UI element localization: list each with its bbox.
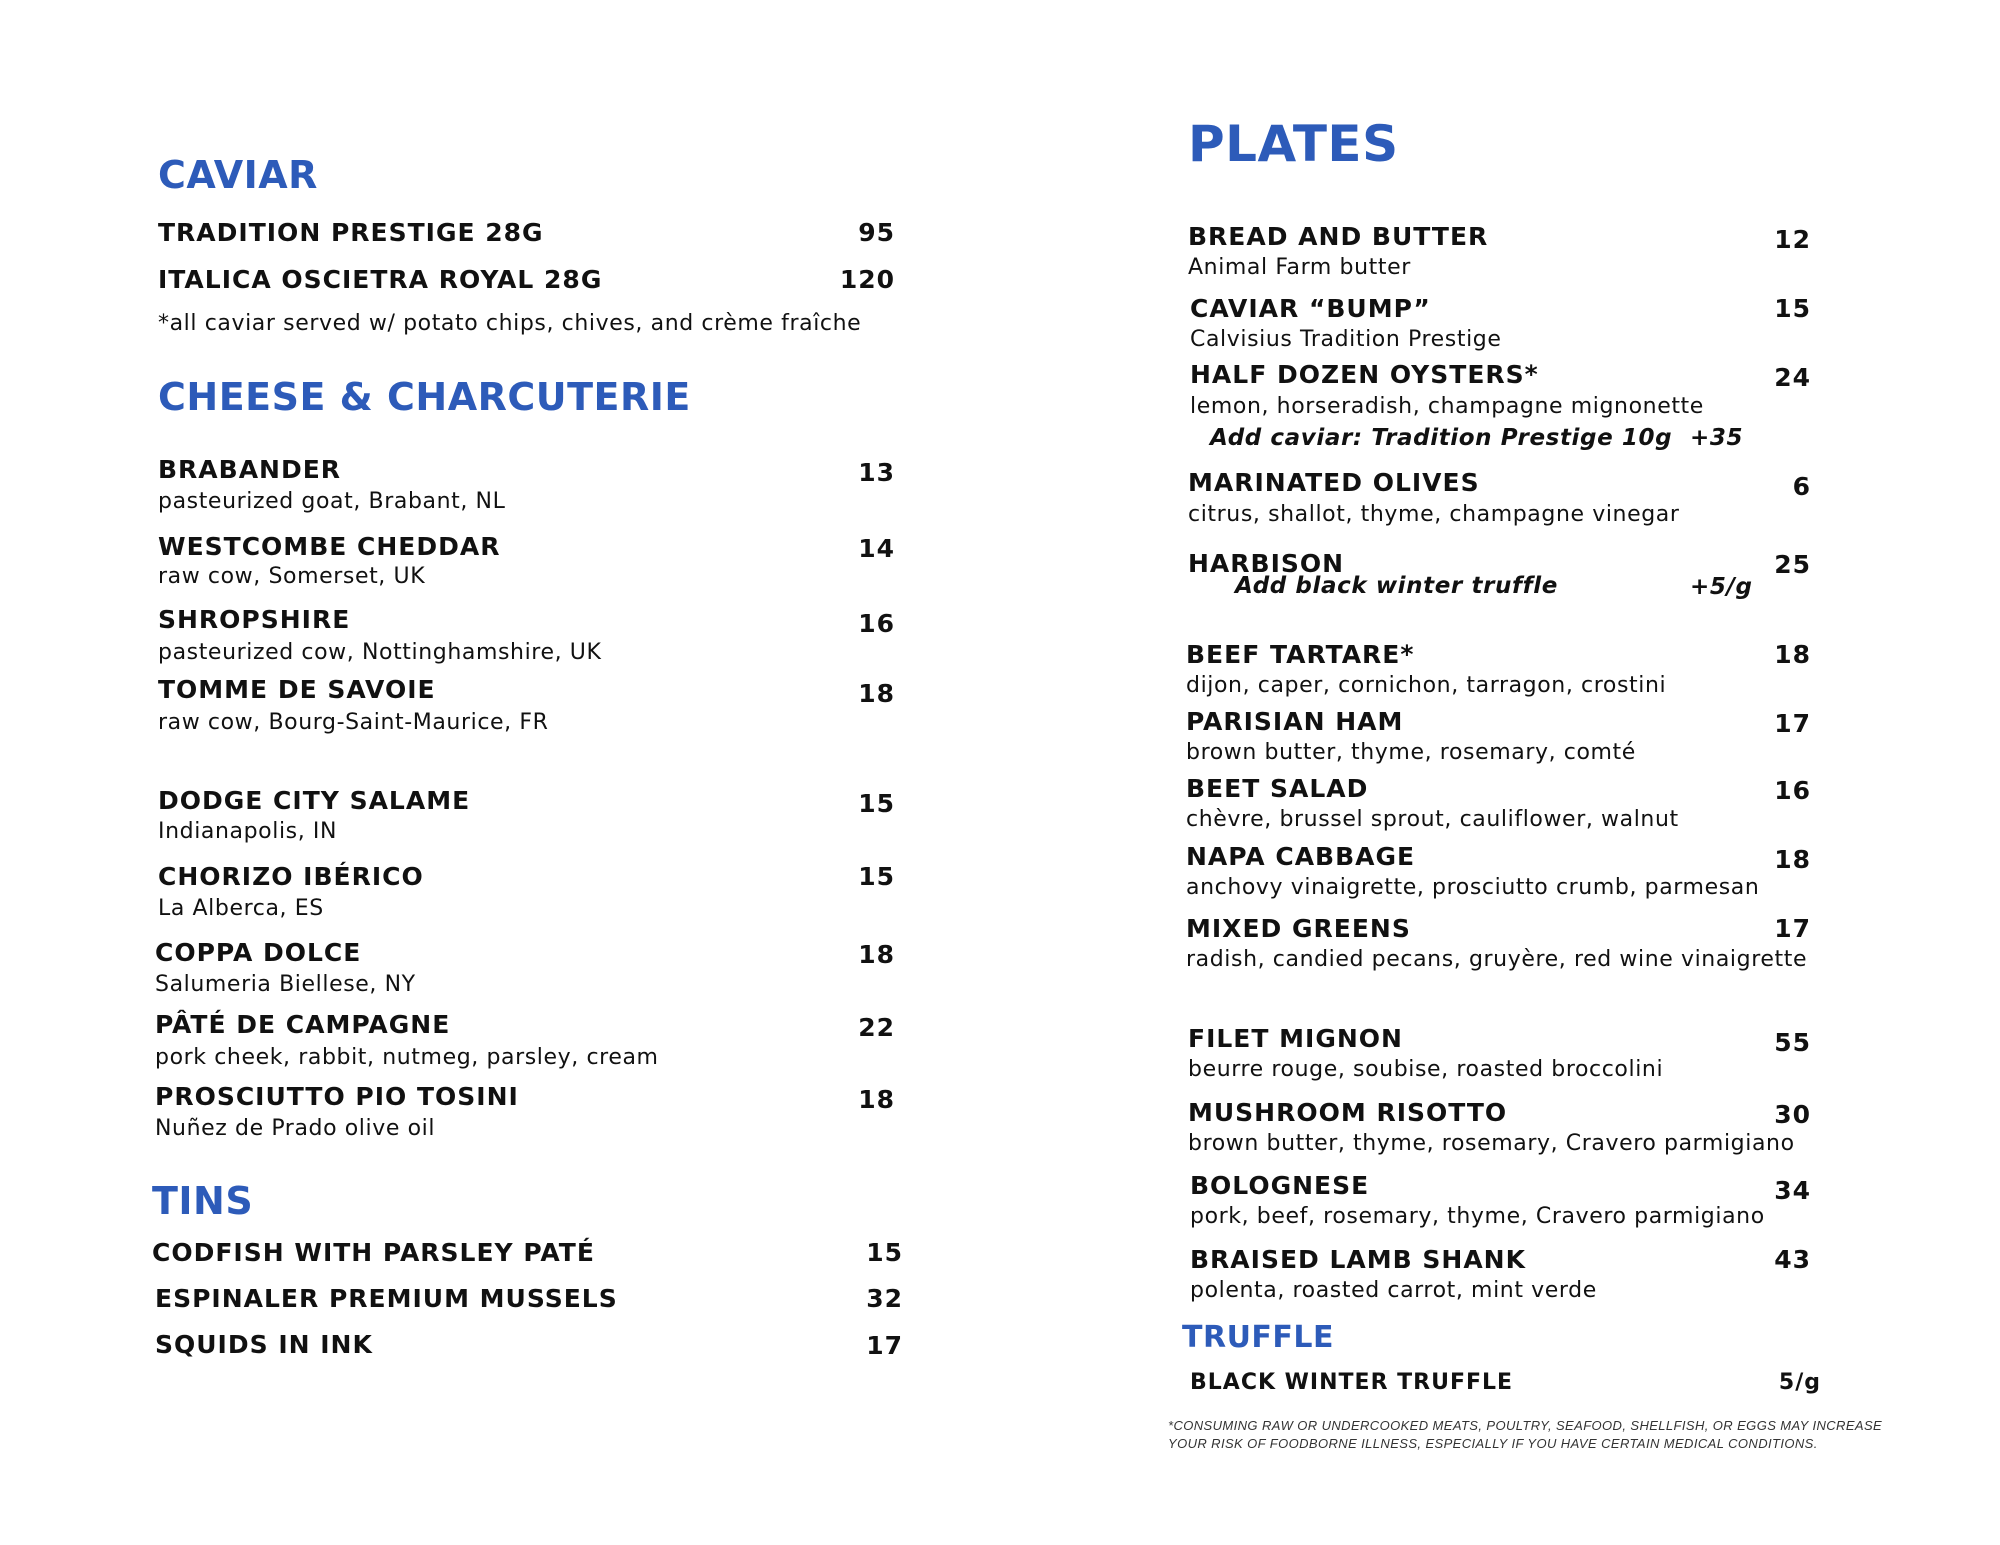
menu-item-name: FILET MIGNON <box>1188 1024 1403 1053</box>
plates-heading: PLATES <box>1188 115 1399 173</box>
menu-item-description: brown butter, thyme, rosemary, Cravero parmigiano <box>1188 1131 1795 1156</box>
menu-item-description: citrus, shallot, thyme, champagne vinegar <box>1188 502 1680 527</box>
menu-item-name: BLACK WINTER TRUFFLE <box>1190 1370 1514 1395</box>
menu-item-name: ESPINALER PREMIUM MUSSELS <box>155 1284 618 1313</box>
menu-item-name: PARISIAN HAM <box>1186 707 1404 736</box>
disclaimer-line: YOUR RISK OF FOODBORNE ILLNESS, ESPECIALLY IF YOU HAVE CERTAIN MEDICAL CONDITIONS. <box>1168 1436 1818 1451</box>
menu-item-addon-price: +35 <box>1690 425 1744 451</box>
menu-item-description: pork cheek, rabbit, nutmeg, parsley, cream <box>155 1045 659 1070</box>
menu-item-name: CHORIZO IBÉRICO <box>158 862 424 891</box>
menu-item-description: La Alberca, ES <box>158 896 324 921</box>
tins-heading: TINS <box>152 1179 254 1223</box>
menu-item-name: BREAD AND BUTTER <box>1188 222 1489 251</box>
menu-item-name: PROSCIUTTO PIO TOSINI <box>155 1082 519 1111</box>
menu-item-name: NAPA CABBAGE <box>1186 842 1416 871</box>
menu-item-name: HARBISON <box>1188 549 1345 578</box>
menu-item-name: BOLOGNESE <box>1190 1171 1370 1200</box>
menu-item-name: SHROPSHIRE <box>158 605 351 634</box>
menu-item-description: Nuñez de Prado olive oil <box>155 1116 436 1141</box>
menu-item-price: 43 <box>1774 1245 1811 1274</box>
menu-item-price: 120 <box>839 265 895 294</box>
menu-item-price: 17 <box>1774 709 1811 738</box>
cheese-heading: CHEESE & CHARCUTERIE <box>158 375 691 419</box>
menu-item-name: CAVIAR “BUMP” <box>1190 294 1431 323</box>
disclaimer-line: *CONSUMING RAW OR UNDERCOOKED MEATS, POULTRY, SEAFOOD, SHELLFISH, OR EGGS MAY INCREASE <box>1168 1418 1883 1433</box>
menu-item-price: 15 <box>1774 294 1811 323</box>
caviar-heading: CAVIAR <box>158 153 318 197</box>
menu-item-price: 18 <box>858 679 895 708</box>
menu-item-price: 22 <box>858 1013 895 1042</box>
menu-item-price: 14 <box>858 534 895 563</box>
menu-item-name: ITALICA OSCIETRA ROYAL 28G <box>158 265 603 294</box>
menu-item-addon-price: +5/g <box>1690 574 1753 600</box>
menu-item-description: anchovy vinaigrette, prosciutto crumb, parmesan <box>1186 875 1760 900</box>
menu-item-price: 18 <box>1774 640 1811 669</box>
menu-item-price: 25 <box>1774 550 1811 579</box>
menu-item-price: 18 <box>1774 845 1811 874</box>
menu-item-name: SQUIDS IN INK <box>155 1330 373 1359</box>
menu-item-description: lemon, horseradish, champagne mignonette <box>1190 394 1704 419</box>
menu-item-price: 15 <box>858 862 895 891</box>
menu-item-name: TRADITION PRESTIGE 28G <box>158 218 544 247</box>
menu-item-price: 55 <box>1774 1028 1811 1057</box>
menu-item-price: 15 <box>866 1238 903 1267</box>
menu-item-description: Salumeria Biellese, NY <box>155 972 416 997</box>
menu-item-name: MIXED GREENS <box>1186 914 1411 943</box>
menu-item-price: 16 <box>858 609 895 638</box>
menu-item-name: TOMME DE SAVOIE <box>158 675 436 704</box>
menu-item-name: BEET SALAD <box>1186 774 1369 803</box>
menu-item-name: BRABANDER <box>158 455 342 484</box>
menu-item-price: 32 <box>866 1284 903 1313</box>
menu-item-price: 16 <box>1774 776 1811 805</box>
menu-item-price: 17 <box>1774 914 1811 943</box>
truffle-heading: TRUFFLE <box>1182 1320 1335 1355</box>
menu-item-description: chèvre, brussel sprout, cauliflower, walnut <box>1186 807 1679 832</box>
menu-item-name: MUSHROOM RISOTTO <box>1188 1098 1508 1127</box>
menu-item-addon: Add black winter truffle <box>1235 573 1558 599</box>
menu-item-name: DODGE CITY SALAME <box>158 786 471 815</box>
menu-item-price: 18 <box>858 1085 895 1114</box>
menu-item-price: 5/g <box>1778 1370 1821 1395</box>
menu-item-description: raw cow, Somerset, UK <box>158 564 426 589</box>
menu-item-description: dijon, caper, cornichon, tarragon, crostini <box>1186 673 1667 698</box>
menu-item-name: BEEF TARTARE* <box>1186 640 1415 669</box>
menu-item-addon: Add caviar: Tradition Prestige 10g <box>1210 425 1673 451</box>
menu-item-name: COPPA DOLCE <box>155 938 362 967</box>
menu-item-price: 24 <box>1774 363 1811 392</box>
menu-item-description: Indianapolis, IN <box>158 819 338 844</box>
menu-item-price: 15 <box>858 789 895 818</box>
caviar-note: *all caviar served w/ potato chips, chives, and crème fraîche <box>158 311 862 336</box>
menu-item-description: radish, candied pecans, gruyère, red wine vinaigrette <box>1186 947 1808 972</box>
menu-item-price: 34 <box>1774 1176 1811 1205</box>
menu-item-price: 18 <box>858 940 895 969</box>
menu-item-price: 13 <box>858 458 895 487</box>
menu-item-name: BRAISED LAMB SHANK <box>1190 1245 1526 1274</box>
menu-item-price: 17 <box>866 1331 903 1360</box>
menu-item-description: Animal Farm butter <box>1188 255 1411 280</box>
menu-item-price: 6 <box>1792 472 1811 501</box>
menu-item-description: pork, beef, rosemary, thyme, Cravero parmigiano <box>1190 1204 1765 1229</box>
menu-item-description: pasteurized goat, Brabant, NL <box>158 489 506 514</box>
menu-item-price: 30 <box>1774 1100 1811 1129</box>
menu-item-description: brown butter, thyme, rosemary, comté <box>1186 740 1636 765</box>
menu-item-name: MARINATED OLIVES <box>1188 468 1480 497</box>
menu-item-description: Calvisius Tradition Prestige <box>1190 327 1502 352</box>
menu-item-name: CODFISH WITH PARSLEY PATÉ <box>152 1238 595 1267</box>
menu-item-description: raw cow, Bourg-Saint-Maurice, FR <box>158 710 549 735</box>
menu-item-name: HALF DOZEN OYSTERS* <box>1190 360 1539 389</box>
menu-item-description: polenta, roasted carrot, mint verde <box>1190 1278 1597 1303</box>
menu-item-price: 12 <box>1774 225 1811 254</box>
menu-item-price: 95 <box>858 218 895 247</box>
menu-item-name: PÂTÉ DE CAMPAGNE <box>155 1010 451 1039</box>
menu-item-description: pasteurized cow, Nottinghamshire, UK <box>158 640 602 665</box>
menu-item-description: beurre rouge, soubise, roasted broccolini <box>1188 1057 1664 1082</box>
menu-item-name: WESTCOMBE CHEDDAR <box>158 532 501 561</box>
